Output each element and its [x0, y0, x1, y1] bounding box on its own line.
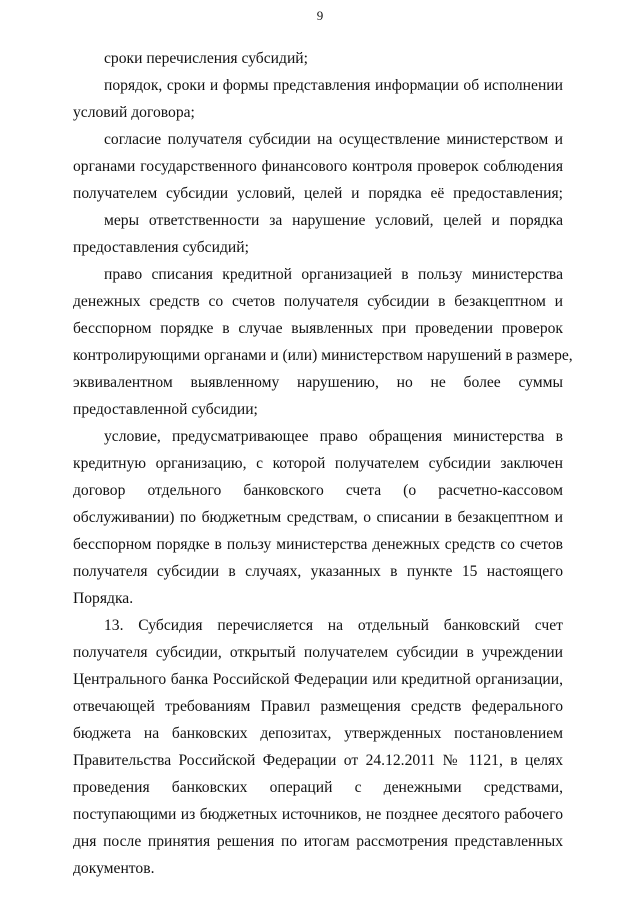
text-line: отвечающей требованиям Правил размещения средств федерального: [73, 698, 563, 715]
text-line: Центрального банка Российской Федерации или кредитной организации,: [73, 671, 563, 688]
text-line: бюджета на банковских депозитах, утвержденных постановлением: [73, 725, 563, 742]
text-line: сроки перечисления субсидий;: [104, 50, 308, 67]
text-line: получателем субсидии условий, целей и порядка её предоставления;: [73, 185, 563, 202]
text-line: порядок, сроки и формы представления информации об исполнении: [104, 77, 563, 94]
page-number: 9: [316, 8, 324, 23]
text-line: условие, предусматривающее право обращения министерства в: [104, 428, 563, 445]
text-line: обслуживании) по бюджетным средствам, о списании в безакцептном и: [73, 509, 563, 526]
text-line: кредитную организацию, с которой получателем субсидии заключен: [73, 455, 563, 472]
text-line: бесспорном порядке в случае выявленных при проведении проверок: [73, 320, 563, 337]
text-line: Порядка.: [73, 590, 134, 607]
text-line: предоставленной субсидии;: [73, 401, 258, 418]
text-line: бесспорном порядке в пользу министерства денежных средств со счетов: [73, 536, 563, 553]
text-line: предоставления субсидий;: [73, 239, 249, 256]
text-line: контролирующими органами и (или) министерством нарушений в размере,: [73, 347, 573, 364]
text-line: получателя субсидии в случаях, указанных в пункте 15 настоящего: [73, 563, 563, 580]
text-line: получателя субсидии, открытый получателем субсидии в учреждении: [73, 644, 563, 661]
text-line: документов.: [73, 860, 155, 877]
text-line: условий договора;: [73, 104, 195, 121]
text-line: право списания кредитной организацией в пользу министерства: [104, 266, 563, 283]
text-line: меры ответственности за нарушение условий, целей и порядка: [104, 212, 563, 229]
text-line: Правительства Российской Федерации от 24.12.2011 № 1121, в целях: [73, 752, 563, 769]
text-line: проведения банковских операций с денежными средствами,: [73, 779, 563, 796]
text-line: денежных средств со счетов получателя субсидии в безакцептном и: [73, 293, 563, 310]
text-line: согласие получателя субсидии на осуществление министерством и: [104, 131, 563, 148]
text-line: дня после принятия решения по итогам рассмотрения представленных: [73, 833, 563, 850]
text-line: поступающими из бюджетных источников, не позднее десятого рабочего: [73, 806, 563, 823]
text-line: договор отдельного банковского счета (о расчетно-кассовом: [73, 482, 563, 499]
text-line: эквивалентном выявленному нарушению, но не более суммы: [73, 374, 563, 391]
text-line: 13. Субсидия перечисляется на отдельный банковский счет: [104, 617, 563, 634]
text-line: органами государственного финансового контроля проверок соблюдения: [73, 158, 563, 175]
